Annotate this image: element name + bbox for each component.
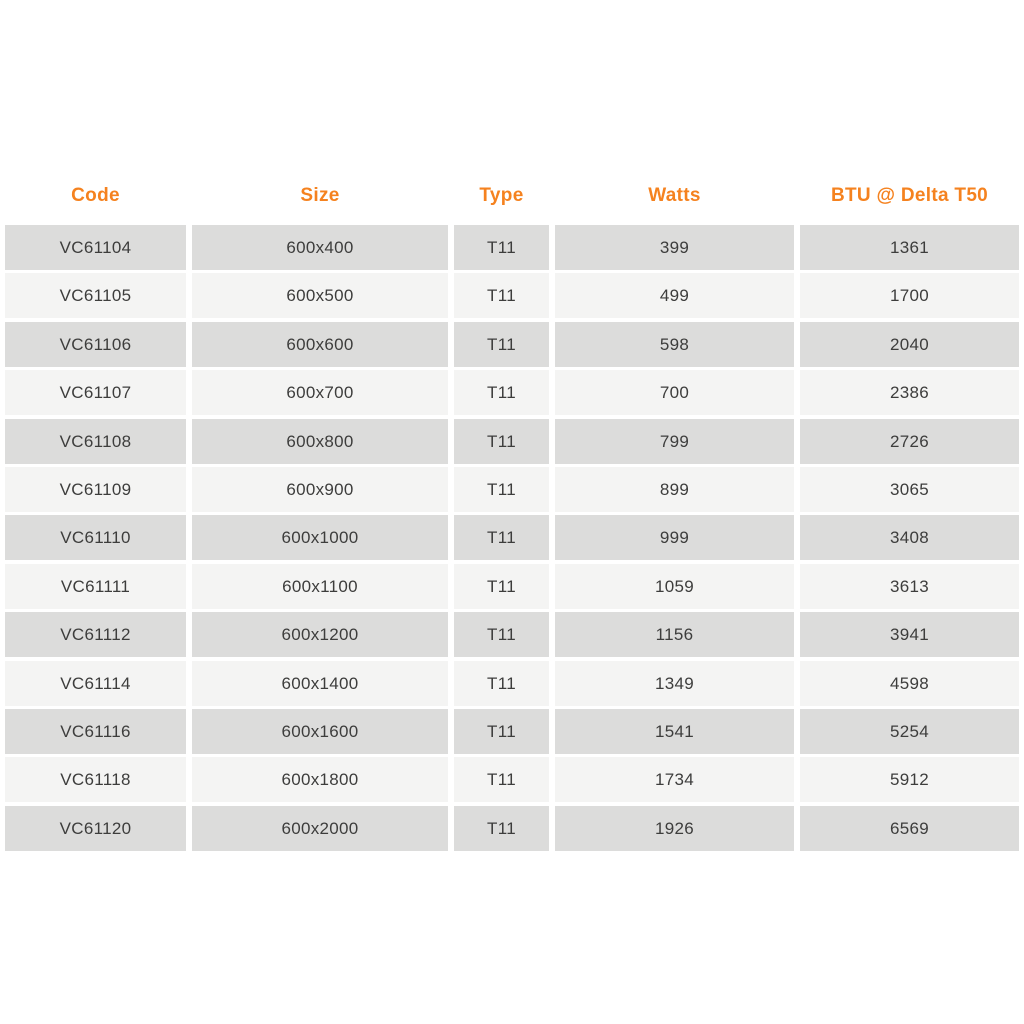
table-cell-code: VC61112 xyxy=(5,612,186,657)
table-cell-type: T11 xyxy=(454,709,549,754)
col-header-code: Code xyxy=(71,185,120,206)
table-cell-size: 600x1200 xyxy=(192,612,448,657)
table-row xyxy=(5,757,1019,802)
table-row xyxy=(5,612,1019,657)
table-cell-watts: 899 xyxy=(555,467,794,512)
table-cell-size: 600x400 xyxy=(192,225,448,270)
radiator-spec-table xyxy=(5,183,1019,854)
table-cell-type: T11 xyxy=(454,515,549,560)
table-cell-btu: 2040 xyxy=(800,322,1019,367)
table-cell-watts: 598 xyxy=(555,322,794,367)
table-cell-type: T11 xyxy=(454,467,549,512)
table-cell-type: T11 xyxy=(454,564,549,609)
table-cell-code: VC61110 xyxy=(5,515,186,560)
table-cell-btu: 3613 xyxy=(800,564,1019,609)
table-cell-type: T11 xyxy=(454,225,549,270)
table-cell-btu: 5912 xyxy=(800,757,1019,802)
table-cell-type: T11 xyxy=(454,322,549,367)
table-cell-btu: 6569 xyxy=(800,806,1019,851)
col-header-size: Size xyxy=(300,185,340,206)
table-row xyxy=(5,273,1019,318)
table-cell-size: 600x500 xyxy=(192,273,448,318)
table-cell-type: T11 xyxy=(454,419,549,464)
table-cell-size: 600x800 xyxy=(192,419,448,464)
table-cell-code: VC61111 xyxy=(5,564,186,609)
table-cell-size: 600x700 xyxy=(192,370,448,415)
table-cell-code: VC61105 xyxy=(5,273,186,318)
table-cell-watts: 1734 xyxy=(555,757,794,802)
table-row xyxy=(5,419,1019,464)
table-header-row xyxy=(5,183,1019,209)
table-cell-watts: 799 xyxy=(555,419,794,464)
table-cell-btu: 3065 xyxy=(800,467,1019,512)
table-row xyxy=(5,370,1019,415)
table-cell-code: VC61118 xyxy=(5,757,186,802)
table-row xyxy=(5,564,1019,609)
table-cell-btu: 5254 xyxy=(800,709,1019,754)
table-cell-type: T11 xyxy=(454,806,549,851)
table-cell-size: 600x1100 xyxy=(192,564,448,609)
table-cell-code: VC61106 xyxy=(5,322,186,367)
table-cell-size: 600x2000 xyxy=(192,806,448,851)
table-row xyxy=(5,515,1019,560)
table-cell-type: T11 xyxy=(454,661,549,706)
col-header-watts: Watts xyxy=(648,185,701,206)
table-cell-type: T11 xyxy=(454,757,549,802)
table-row xyxy=(5,806,1019,851)
table-cell-btu: 1361 xyxy=(800,225,1019,270)
table-cell-watts: 499 xyxy=(555,273,794,318)
table-cell-watts: 1349 xyxy=(555,661,794,706)
table-cell-btu: 3941 xyxy=(800,612,1019,657)
table-cell-size: 600x1400 xyxy=(192,661,448,706)
table-cell-watts: 1541 xyxy=(555,709,794,754)
table-cell-watts: 1156 xyxy=(555,612,794,657)
table-body xyxy=(5,225,1019,851)
table-cell-code: VC61107 xyxy=(5,370,186,415)
table-cell-btu: 2726 xyxy=(800,419,1019,464)
table-cell-btu: 4598 xyxy=(800,661,1019,706)
table-cell-type: T11 xyxy=(454,273,549,318)
table-cell-size: 600x1000 xyxy=(192,515,448,560)
table-row xyxy=(5,467,1019,512)
table-cell-code: VC61114 xyxy=(5,661,186,706)
table-row xyxy=(5,225,1019,270)
table-cell-btu: 1700 xyxy=(800,273,1019,318)
table-cell-code: VC61108 xyxy=(5,419,186,464)
table-cell-code: VC61120 xyxy=(5,806,186,851)
table-cell-watts: 399 xyxy=(555,225,794,270)
col-header-type: Type xyxy=(479,185,524,206)
table-cell-watts: 1059 xyxy=(555,564,794,609)
table-cell-size: 600x1800 xyxy=(192,757,448,802)
table-cell-size: 600x1600 xyxy=(192,709,448,754)
table-cell-btu: 3408 xyxy=(800,515,1019,560)
table-cell-watts: 700 xyxy=(555,370,794,415)
table-cell-watts: 1926 xyxy=(555,806,794,851)
table-row xyxy=(5,322,1019,367)
table-cell-type: T11 xyxy=(454,612,549,657)
table-row xyxy=(5,709,1019,754)
table-cell-watts: 999 xyxy=(555,515,794,560)
table-cell-code: VC61104 xyxy=(5,225,186,270)
table-cell-size: 600x900 xyxy=(192,467,448,512)
table-cell-type: T11 xyxy=(454,370,549,415)
col-header-btu: BTU @ Delta T50 xyxy=(830,185,989,206)
table-cell-code: VC61109 xyxy=(5,467,186,512)
table-cell-btu: 2386 xyxy=(800,370,1019,415)
table-row xyxy=(5,661,1019,706)
table-cell-size: 600x600 xyxy=(192,322,448,367)
table-cell-code: VC61116 xyxy=(5,709,186,754)
